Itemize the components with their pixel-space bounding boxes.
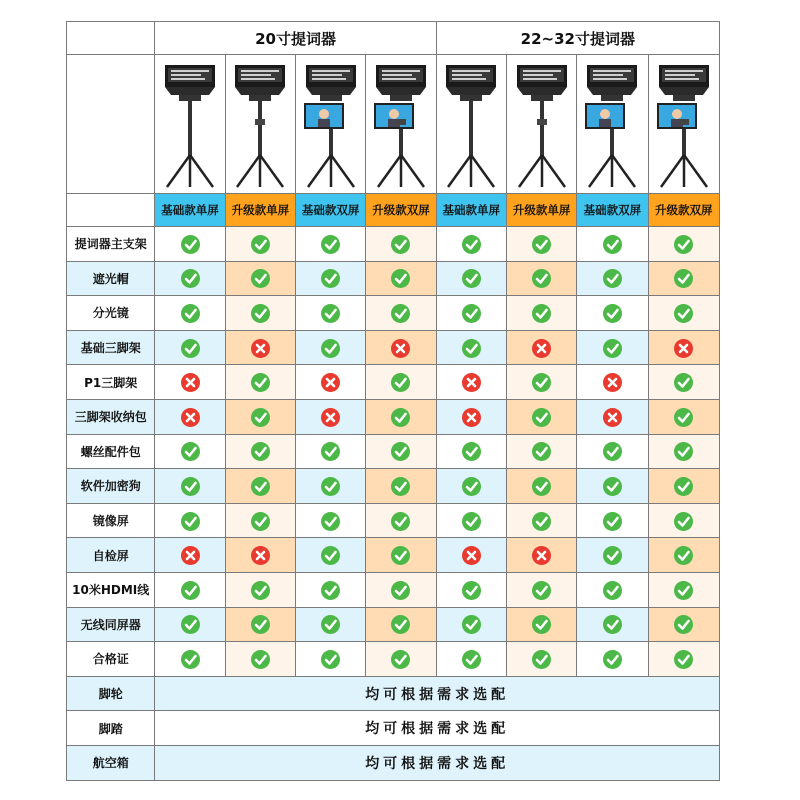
feature-cell	[577, 296, 648, 331]
check-icon	[532, 269, 551, 288]
feature-cell	[155, 538, 225, 573]
check-icon	[674, 235, 693, 254]
feature-cell	[436, 503, 506, 538]
model-tag: 基础款双屏	[577, 194, 648, 227]
feature-label: P1三脚架	[67, 365, 155, 400]
feature-cell	[648, 469, 719, 504]
teleprompter-single-screen-icon	[226, 59, 295, 189]
cross-icon	[251, 339, 270, 358]
check-icon	[321, 512, 340, 531]
check-icon	[391, 546, 410, 565]
teleprompter-dual-screen-icon	[577, 59, 647, 189]
feature-cell	[366, 503, 436, 538]
check-icon	[603, 339, 622, 358]
feature-cell	[436, 469, 506, 504]
feature-cell	[648, 607, 719, 642]
feature-label: 螺丝配件包	[67, 434, 155, 469]
feature-cell	[506, 330, 576, 365]
check-icon	[181, 235, 200, 254]
option-row	[67, 676, 720, 711]
check-icon	[603, 546, 622, 565]
feature-cell	[506, 572, 576, 607]
cross-icon	[462, 408, 481, 427]
check-icon	[603, 269, 622, 288]
option-row	[67, 745, 720, 780]
feature-cell	[577, 572, 648, 607]
feature-cell	[577, 227, 648, 262]
check-icon	[603, 650, 622, 669]
feature-row	[67, 434, 720, 469]
check-icon	[532, 512, 551, 531]
product-image-row	[67, 55, 720, 194]
feature-cell	[648, 538, 719, 573]
teleprompter-single-screen-icon	[437, 59, 506, 189]
cross-icon	[674, 339, 693, 358]
feature-cell	[296, 330, 366, 365]
feature-cell	[506, 365, 576, 400]
feature-row	[67, 227, 720, 262]
cross-icon	[603, 373, 622, 392]
feature-cell	[436, 572, 506, 607]
check-icon	[674, 477, 693, 496]
model-tag: 升级款双屏	[366, 194, 436, 227]
check-icon	[532, 442, 551, 461]
check-icon	[251, 304, 270, 323]
check-icon	[391, 269, 410, 288]
feature-cell	[648, 227, 719, 262]
feature-cell	[225, 469, 295, 504]
model-tag: 升级款单屏	[225, 194, 295, 227]
cross-icon	[251, 546, 270, 565]
feature-cell	[296, 642, 366, 677]
check-icon	[391, 512, 410, 531]
feature-cell	[577, 434, 648, 469]
check-icon	[674, 304, 693, 323]
feature-cell	[296, 365, 366, 400]
cross-icon	[603, 408, 622, 427]
check-icon	[603, 235, 622, 254]
check-icon	[391, 477, 410, 496]
feature-cell	[155, 296, 225, 331]
feature-cell	[648, 434, 719, 469]
model-tag: 基础款单屏	[155, 194, 225, 227]
check-icon	[603, 615, 622, 634]
cross-icon	[391, 339, 410, 358]
feature-cell	[436, 261, 506, 296]
feature-cell	[155, 399, 225, 434]
check-icon	[391, 581, 410, 600]
feature-label: 软件加密狗	[67, 469, 155, 504]
check-icon	[181, 615, 200, 634]
check-icon	[462, 581, 481, 600]
check-icon	[251, 512, 270, 531]
feature-cell	[506, 261, 576, 296]
check-icon	[532, 650, 551, 669]
feature-cell	[577, 642, 648, 677]
check-icon	[603, 512, 622, 531]
check-icon	[321, 581, 340, 600]
check-icon	[391, 408, 410, 427]
feature-cell	[506, 296, 576, 331]
check-icon	[391, 304, 410, 323]
corner-cell	[67, 22, 155, 55]
feature-cell	[506, 503, 576, 538]
check-icon	[181, 477, 200, 496]
check-icon	[251, 408, 270, 427]
feature-cell	[296, 607, 366, 642]
feature-cell	[296, 503, 366, 538]
feature-cell	[225, 365, 295, 400]
check-icon	[321, 304, 340, 323]
check-icon	[674, 650, 693, 669]
cross-icon	[532, 546, 551, 565]
feature-row	[67, 469, 720, 504]
check-icon	[603, 304, 622, 323]
option-note: 均可根据需求选配	[155, 676, 720, 711]
feature-cell	[296, 469, 366, 504]
feature-cell	[436, 607, 506, 642]
option-label: 脚轮	[67, 676, 155, 711]
feature-label: 遮光帽	[67, 261, 155, 296]
feature-cell	[436, 434, 506, 469]
cross-icon	[321, 408, 340, 427]
feature-cell	[577, 538, 648, 573]
feature-label: 自检屏	[67, 538, 155, 573]
check-icon	[321, 442, 340, 461]
feature-cell	[155, 572, 225, 607]
feature-cell	[155, 642, 225, 677]
feature-cell	[225, 572, 295, 607]
check-icon	[181, 304, 200, 323]
feature-cell	[225, 538, 295, 573]
check-icon	[674, 546, 693, 565]
check-icon	[462, 269, 481, 288]
feature-cell	[577, 469, 648, 504]
feature-cell	[648, 642, 719, 677]
check-icon	[251, 581, 270, 600]
check-icon	[321, 477, 340, 496]
feature-cell	[506, 607, 576, 642]
feature-cell	[155, 330, 225, 365]
check-icon	[251, 615, 270, 634]
check-icon	[532, 235, 551, 254]
feature-cell	[577, 330, 648, 365]
feature-cell	[366, 642, 436, 677]
check-icon	[391, 442, 410, 461]
check-icon	[321, 235, 340, 254]
check-icon	[532, 408, 551, 427]
teleprompter-dual-screen-icon	[649, 59, 719, 189]
feature-cell	[155, 261, 225, 296]
feature-label: 10米HDMI线	[67, 572, 155, 607]
feature-cell	[155, 434, 225, 469]
feature-cell	[366, 296, 436, 331]
check-icon	[391, 373, 410, 392]
model-tag-row	[67, 194, 720, 227]
cross-icon	[462, 546, 481, 565]
feature-cell	[155, 469, 225, 504]
option-note: 均可根据需求选配	[155, 711, 720, 746]
group-title-22-32-inch: 22~32寸提词器	[436, 22, 719, 55]
check-icon	[391, 615, 410, 634]
check-icon	[181, 339, 200, 358]
option-label: 航空箱	[67, 745, 155, 780]
check-icon	[251, 235, 270, 254]
product-image-cell	[155, 55, 225, 194]
feature-cell	[296, 296, 366, 331]
feature-cell	[225, 434, 295, 469]
feature-label: 镜像屏	[67, 503, 155, 538]
check-icon	[462, 339, 481, 358]
check-icon	[251, 477, 270, 496]
model-tag: 升级款单屏	[506, 194, 576, 227]
feature-cell	[648, 572, 719, 607]
check-icon	[674, 581, 693, 600]
check-icon	[251, 269, 270, 288]
check-icon	[462, 512, 481, 531]
feature-cell	[577, 503, 648, 538]
feature-cell	[648, 399, 719, 434]
check-icon	[321, 339, 340, 358]
teleprompter-comparison-table	[66, 21, 720, 781]
cross-icon	[181, 373, 200, 392]
check-icon	[181, 650, 200, 669]
product-image-cell	[648, 55, 719, 194]
check-icon	[391, 235, 410, 254]
check-icon	[462, 442, 481, 461]
feature-cell	[436, 227, 506, 262]
check-icon	[462, 477, 481, 496]
check-icon	[674, 408, 693, 427]
feature-cell	[225, 642, 295, 677]
cross-icon	[462, 373, 481, 392]
feature-row	[67, 572, 720, 607]
check-icon	[603, 477, 622, 496]
product-image-cell	[577, 55, 648, 194]
feature-cell	[225, 503, 295, 538]
feature-row	[67, 261, 720, 296]
feature-label: 无线同屏器	[67, 607, 155, 642]
feature-cell	[225, 399, 295, 434]
check-icon	[532, 615, 551, 634]
check-icon	[674, 269, 693, 288]
feature-cell	[648, 503, 719, 538]
feature-cell	[225, 607, 295, 642]
check-icon	[532, 477, 551, 496]
feature-cell	[366, 365, 436, 400]
cross-icon	[181, 408, 200, 427]
feature-label: 提词器主支架	[67, 227, 155, 262]
option-row	[67, 711, 720, 746]
teleprompter-single-screen-icon	[507, 59, 576, 189]
check-icon	[391, 650, 410, 669]
feature-label: 分光镜	[67, 296, 155, 331]
feature-cell	[366, 572, 436, 607]
feature-cell	[366, 227, 436, 262]
feature-cell	[577, 607, 648, 642]
check-icon	[532, 581, 551, 600]
feature-cell	[155, 503, 225, 538]
feature-cell	[648, 330, 719, 365]
feature-cell	[366, 399, 436, 434]
feature-cell	[436, 330, 506, 365]
check-icon	[321, 269, 340, 288]
feature-cell	[577, 261, 648, 296]
check-icon	[674, 512, 693, 531]
feature-cell	[436, 538, 506, 573]
feature-cell	[577, 399, 648, 434]
model-tag: 基础款双屏	[296, 194, 366, 227]
image-row-label	[67, 55, 155, 194]
check-icon	[462, 235, 481, 254]
feature-cell	[506, 538, 576, 573]
option-label: 脚踏	[67, 711, 155, 746]
feature-label: 基础三脚架	[67, 330, 155, 365]
feature-cell	[366, 469, 436, 504]
feature-cell	[436, 399, 506, 434]
feature-cell	[155, 227, 225, 262]
feature-label: 合格证	[67, 642, 155, 677]
feature-row	[67, 296, 720, 331]
check-icon	[603, 581, 622, 600]
feature-cell	[296, 399, 366, 434]
feature-row	[67, 538, 720, 573]
feature-cell	[296, 261, 366, 296]
feature-label: 三脚架收纳包	[67, 399, 155, 434]
check-icon	[181, 512, 200, 531]
feature-row	[67, 642, 720, 677]
feature-cell	[648, 261, 719, 296]
feature-cell	[366, 538, 436, 573]
teleprompter-dual-screen-icon	[296, 59, 365, 189]
check-icon	[462, 304, 481, 323]
model-tag: 升级款双屏	[648, 194, 719, 227]
check-icon	[532, 373, 551, 392]
feature-cell	[366, 330, 436, 365]
feature-cell	[436, 365, 506, 400]
feature-cell	[225, 330, 295, 365]
feature-cell	[296, 227, 366, 262]
feature-cell	[366, 607, 436, 642]
feature-cell	[225, 227, 295, 262]
feature-cell	[296, 434, 366, 469]
feature-row	[67, 330, 720, 365]
check-icon	[674, 442, 693, 461]
check-icon	[181, 581, 200, 600]
check-icon	[674, 373, 693, 392]
model-tag: 基础款单屏	[436, 194, 506, 227]
product-image-cell	[366, 55, 436, 194]
check-icon	[321, 615, 340, 634]
feature-cell	[506, 642, 576, 677]
feature-cell	[506, 227, 576, 262]
product-image-cell	[296, 55, 366, 194]
check-icon	[603, 442, 622, 461]
feature-cell	[506, 469, 576, 504]
check-icon	[321, 650, 340, 669]
cross-icon	[181, 546, 200, 565]
feature-cell	[296, 572, 366, 607]
check-icon	[251, 442, 270, 461]
check-icon	[462, 615, 481, 634]
check-icon	[251, 373, 270, 392]
tag-row-label	[67, 194, 155, 227]
check-icon	[321, 546, 340, 565]
feature-cell	[225, 296, 295, 331]
teleprompter-dual-screen-icon	[366, 59, 435, 189]
feature-cell	[436, 296, 506, 331]
product-image-cell	[436, 55, 506, 194]
option-note: 均可根据需求选配	[155, 745, 720, 780]
feature-cell	[155, 365, 225, 400]
feature-cell	[155, 607, 225, 642]
check-icon	[462, 650, 481, 669]
feature-row	[67, 607, 720, 642]
feature-row	[67, 399, 720, 434]
feature-cell	[436, 642, 506, 677]
check-icon	[181, 442, 200, 461]
group-header-row	[67, 22, 720, 55]
group-title-20-inch: 20寸提词器	[155, 22, 436, 55]
cross-icon	[321, 373, 340, 392]
feature-cell	[225, 261, 295, 296]
feature-row	[67, 503, 720, 538]
feature-cell	[366, 434, 436, 469]
product-image-cell	[506, 55, 576, 194]
cross-icon	[532, 339, 551, 358]
check-icon	[251, 650, 270, 669]
feature-cell	[296, 538, 366, 573]
feature-row	[67, 365, 720, 400]
feature-cell	[506, 399, 576, 434]
check-icon	[532, 304, 551, 323]
feature-cell	[577, 365, 648, 400]
feature-cell	[366, 261, 436, 296]
product-image-cell	[225, 55, 295, 194]
check-icon	[181, 269, 200, 288]
feature-cell	[648, 296, 719, 331]
feature-cell	[506, 434, 576, 469]
teleprompter-single-screen-icon	[155, 59, 224, 189]
feature-cell	[648, 365, 719, 400]
check-icon	[674, 615, 693, 634]
